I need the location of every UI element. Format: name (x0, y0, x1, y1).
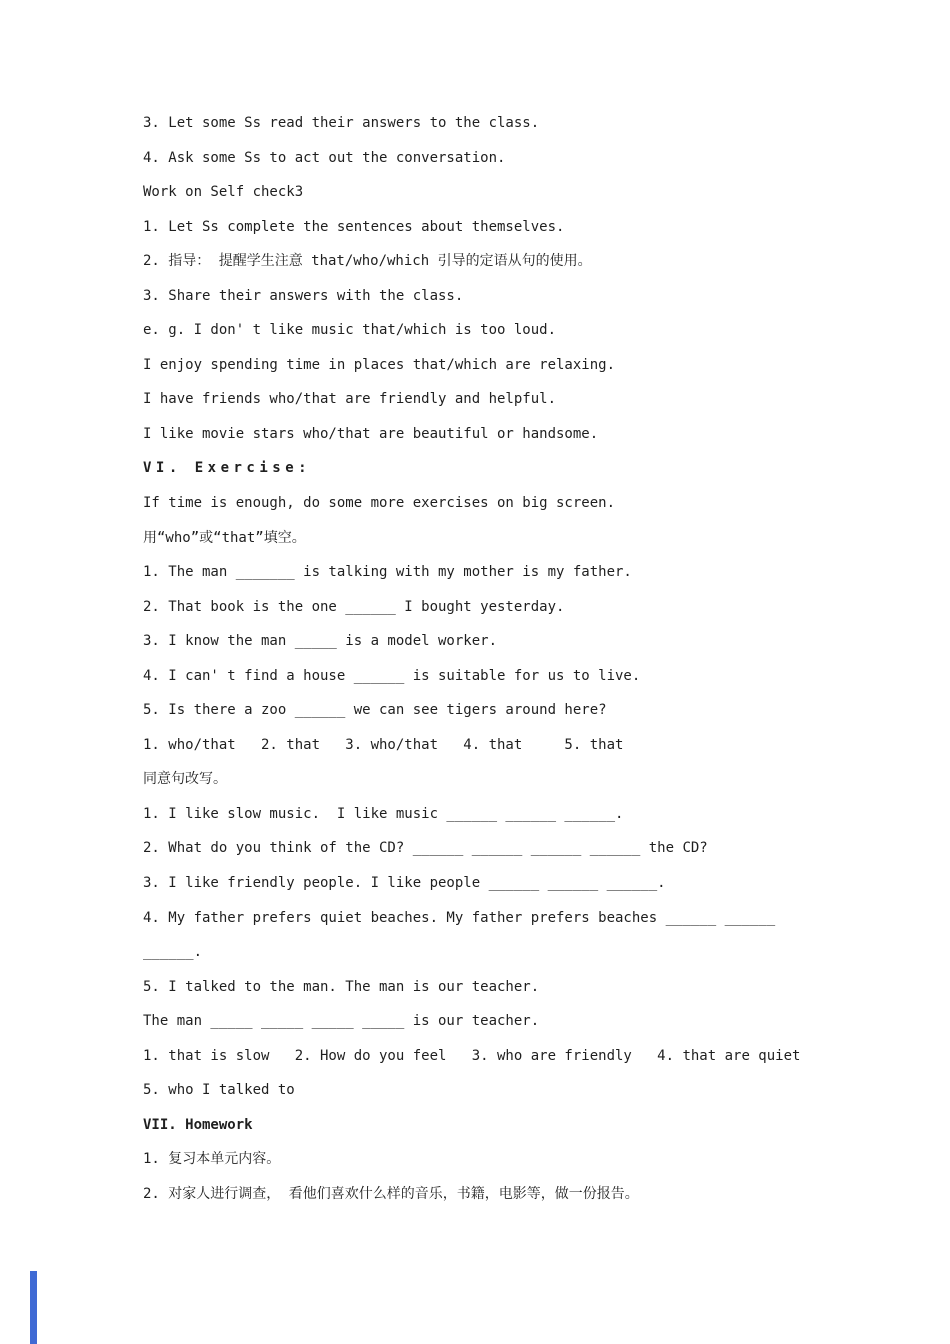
doc-line: 用“who”或“that”填空。 (143, 529, 306, 546)
doc-line: 1. Let Ss complete the sentences about themselves. (143, 218, 565, 235)
doc-line: If time is enough, do some more exercises on big screen. (143, 495, 616, 512)
doc-line: Work on Self check3 (143, 184, 304, 201)
doc-line: 3. I like friendly people. I like people ______ ______ ______. (143, 875, 666, 892)
doc-line: 3. Share their answers with the class. (143, 287, 464, 304)
doc-line: 2. That book is the one ______ I bought yesterday. (143, 598, 565, 615)
doc-line: I have friends who/that are friendly and helpful. (143, 391, 557, 408)
doc-line: 5. Is there a zoo ______ we can see tigers around here? (143, 702, 607, 719)
doc-line: ______. (143, 944, 203, 961)
doc-line: e. g. I don' t like music that/which is too loud. (143, 322, 557, 339)
doc-line: 1. The man _______ is talking with my mother is my father. (143, 564, 632, 581)
doc-line: I like movie stars who/that are beautiful or handsome. (143, 425, 599, 442)
doc-line: 3. I know the man _____ is a model worker. (143, 633, 498, 650)
section-heading-homework: VII. Homework (143, 1116, 253, 1133)
doc-line: 2. What do you think of the CD? ______ ______ ______ ______ the CD? (143, 840, 708, 857)
doc-line: 4. Ask some Ss to act out the conversation. (143, 149, 506, 166)
doc-line: 5. I talked to the man. The man is our teacher. (143, 978, 540, 995)
blue-edge-marker (30, 1271, 37, 1344)
page-content (143, 106, 930, 1212)
doc-line: 1. 复习本单元内容。 (143, 1151, 281, 1168)
doc-line: 4. My father prefers quiet beaches. My father prefers beaches ______ ______ (143, 909, 776, 926)
doc-line: 2. 对家人进行调查， 看他们喜欢什么样的音乐，书籍，电影等，做一份报告。 (143, 1185, 639, 1202)
section-heading-exercise: VI. Exercise: (143, 460, 312, 477)
doc-line: 1. that is slow 2. How do you feel 3. who are friendly 4. that are quiet (143, 1047, 801, 1064)
doc-line: 5. who I talked to (143, 1082, 295, 1099)
doc-line: 1. who/that 2. that 3. who/that 4. that 5. that (143, 736, 624, 753)
doc-line: 4. I can' t find a house ______ is suitable for us to live. (143, 667, 641, 684)
doc-line: 3. Let some Ss read their answers to the class. (143, 115, 540, 131)
doc-line: 1. I like slow music. I like music ______ ______ ______. (143, 805, 624, 822)
doc-line: I enjoy spending time in places that/which are relaxing. (143, 356, 616, 373)
doc-line: 2. 指导： 提醒学生注意 that/who/which 引导的定语从句的使用。 (143, 253, 592, 270)
doc-line: The man _____ _____ _____ _____ is our teacher. (143, 1013, 540, 1030)
doc-line: 同意句改写。 (143, 771, 227, 788)
